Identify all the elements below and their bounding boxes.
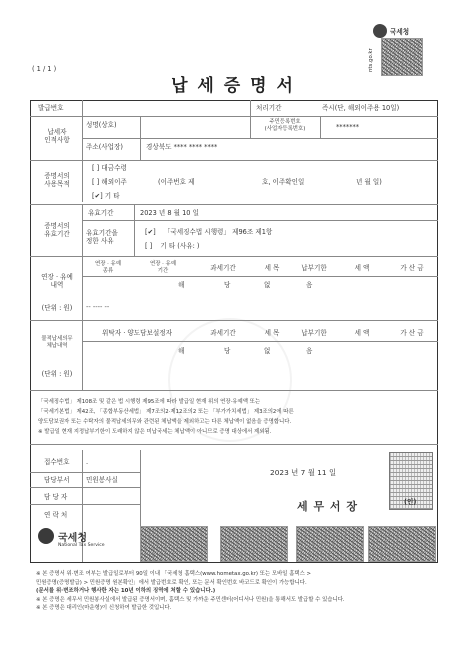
deferral-empty-4: 음 (306, 281, 313, 289)
deferral-col-tax-item: 세 목 (264, 264, 280, 272)
checkbox-icon[interactable]: [ ] (92, 164, 100, 172)
id-value: ******* (336, 123, 360, 131)
nts-logo-icon (373, 24, 387, 38)
checkbox-icon[interactable]: [ ] (92, 178, 100, 186)
page-indicator: ( 1 / 1 ) (32, 65, 57, 73)
seizure-col-surcharge: 가 산 금 (400, 329, 424, 337)
deferral-unit-label: (단위 : 원) (41, 304, 73, 312)
address-label: 주소(사업장) (86, 143, 123, 151)
issue-no-label: 발급번호 (38, 104, 64, 112)
verification-barcode-2 (220, 526, 288, 562)
security-barcode (381, 38, 423, 76)
verification-barcode-1 (140, 526, 208, 562)
seal-mark: (인) (404, 498, 417, 506)
nts-footer-logo-icon (38, 528, 54, 544)
emigration-confirm: 호, 이주확인일 (262, 178, 305, 186)
agency-logo-text: 국세청 (390, 28, 410, 36)
reason-option-law[interactable]: [✔] 「국세징수법 시행령」 제96조 제1항 (145, 228, 273, 236)
seizure-empty-3: 없 (264, 347, 271, 355)
checkbox-checked-icon[interactable]: [✔] (145, 228, 156, 236)
side-code-text: nts.go.kr (368, 48, 374, 72)
emigration-date: 년 월 일) (356, 178, 382, 186)
seizure-col-trustor: 위탁자 · 양도담보설정자 (102, 329, 172, 337)
address-value: 경상북도 **** **** **** (146, 143, 218, 151)
deferral-col-due: 납부기한 (301, 264, 327, 272)
period-value: 2023 년 8 월 10 일 (140, 209, 199, 217)
processing-label: 처리기간 (256, 104, 282, 112)
validity-section-label: 증명서의 유효기간 (44, 222, 70, 238)
seizure-empty-4: 음 (306, 347, 313, 355)
name-label: 성명(상호) (86, 121, 117, 129)
dept-label: 담당부서 (44, 476, 70, 484)
reason-label: 유효기간을 정한 사유 (86, 229, 118, 245)
reason-option-other[interactable]: [ ] 기 타 (사유: ) (145, 242, 200, 250)
seizure-col-due: 납부기한 (301, 329, 327, 337)
seizure-col-tax-period: 과세기간 (210, 329, 236, 337)
document-title: 납 세 증 명 서 (171, 76, 295, 96)
processing-value: 즉시(단, 해외이주용 10일) (322, 104, 400, 112)
purpose-option-emigration[interactable]: [ ] 해외이주 (92, 178, 127, 186)
deferral-dash-row: -- ---- -- (86, 303, 110, 311)
deferral-col-tax-period: 과세기간 (210, 264, 236, 272)
purpose-option-other[interactable]: [✔] 기 타 (92, 192, 120, 200)
id-label: 주민등록번호 (사업자등록번호) (264, 119, 306, 132)
deferral-empty-1: 해 (178, 281, 185, 289)
applicant-section-label: 납세자 인적사항 (44, 128, 70, 144)
seizure-col-tax-item: 세 목 (264, 329, 280, 337)
receipt-no-value: . (86, 458, 89, 466)
deferral-empty-2: 당 (224, 281, 231, 289)
verification-barcode-4 (368, 526, 436, 562)
receipt-no-label: 접수번호 (44, 458, 70, 466)
contact-label: 연 락 처 (44, 511, 68, 519)
checkbox-checked-icon[interactable]: [✔] (92, 192, 103, 200)
seizure-unit-label: (단위 : 원) (41, 370, 73, 378)
deferral-col-surcharge: 가 산 금 (400, 264, 424, 272)
certification-statement: 「국세징수법」 제108조 및 같은 법 시행령 제95조에 따라 발급일 현재 위의 연장·유예액 또는 「국세기본법」 제42조, 「종합부동산세법」 제7조의2·제12조의2 또는 「부가가치세법」 제3조의2에 따른 양도담보권자 또는 수탁자의 물적납세의무와 관련된 체납액을 제외하고는 다른 체납액이 없음을 증명합니다. ※ 발급일 현재 지정납부기한이 도래하지 않은 미납국세는 체납액이 아니므로 증명 대상에서 제외됨. (38, 399, 294, 435)
issue-date: 2023 년 7 월 11 일 (270, 468, 337, 477)
seizure-section-label: 물적납세의무 체납내역 (41, 336, 73, 349)
purpose-option-payment[interactable]: [ ] 대금수령 (92, 164, 127, 172)
emigration-no: (이주번호 제 (158, 178, 195, 186)
deferral-col-type: 연장 · 유예 종류 (95, 261, 121, 274)
deferral-col-amount: 세 액 (354, 264, 370, 272)
deferral-empty-3: 없 (264, 281, 271, 289)
footer-logo-text: 국세청 (58, 533, 87, 544)
period-label: 유효기간 (88, 209, 114, 217)
seizure-empty-1: 해 (178, 347, 185, 355)
issuer-name: 세 무 서 장 (297, 500, 358, 513)
footer-logo-sub: National Tax Service (58, 543, 105, 548)
deferral-col-period: 연장 · 유예 기간 (150, 261, 176, 274)
seizure-col-amount: 세 액 (354, 329, 370, 337)
verification-barcode-3 (296, 526, 364, 562)
checkbox-icon[interactable]: [ ] (145, 242, 153, 250)
staff-label: 담 당 자 (44, 493, 68, 501)
purpose-section-label: 증명서의 사용목적 (44, 172, 70, 188)
seizure-empty-2: 당 (224, 347, 231, 355)
dept-value: 민원봉사실 (86, 476, 118, 484)
footer-notes: ※ 본 증명서 위·변조 여부는 발급일로부터 90일 이내 「국세청 홈택스(www.hometax.go.kr) 또는 모바일 홈택스 > 민원증명(증명발급) > 민원증명 원본확인」에서 발급번호로 확인, 또는 문서 확인번호 바코드로 확인이 가능합니다. (문서를 위·변조하거나 행사한 자는 10년 이하의 징역에 처할 수 있습니다.) ※ 본 증명은 세무서 민원봉사실에서 발급된 증명서이며, 홈택스 및 가까운 주민센터(어디서나 민원)을 통해서도 발급할 수 있습니다. ※ 본 증명은 대리인(마운형)이 신청하여 발급한 것입니다. (36, 571, 345, 611)
deferral-section-label: 연장 · 유예 내역 (41, 273, 73, 289)
